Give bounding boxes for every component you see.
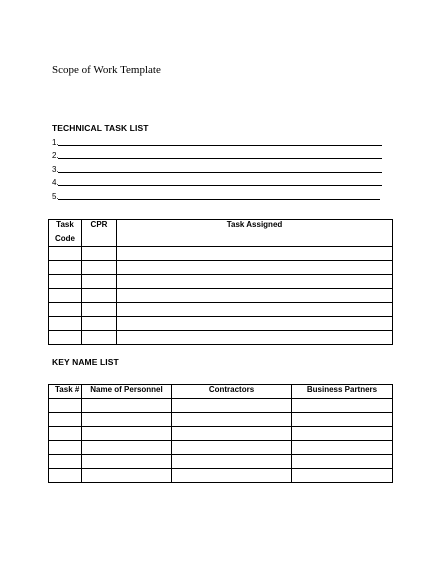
cell-task-number[interactable] [49, 427, 82, 441]
task-line-number: 2. [52, 151, 59, 160]
cell-cpr[interactable] [82, 261, 117, 275]
cell-task-code[interactable] [49, 331, 82, 345]
key-name-table [48, 384, 393, 483]
task-line-rule [58, 172, 382, 173]
cell-personnel[interactable] [82, 455, 172, 469]
cell-contractors[interactable] [172, 441, 292, 455]
cell-contractors[interactable] [172, 413, 292, 427]
cell-task-number[interactable] [49, 469, 82, 483]
cell-cpr[interactable] [82, 247, 117, 261]
cell-contractors[interactable] [172, 427, 292, 441]
header-cpr: CPR [82, 220, 117, 247]
header-task-code-line1: Task [56, 220, 74, 229]
cell-business-partners[interactable] [292, 399, 393, 413]
table-row [49, 469, 393, 483]
document-title: Scope of Work Template [52, 64, 161, 76]
cell-personnel[interactable] [82, 399, 172, 413]
cell-task-assigned[interactable] [117, 261, 393, 275]
key-name-list-heading: KEY NAME LIST [52, 357, 119, 367]
cell-cpr[interactable] [82, 275, 117, 289]
table-row [49, 413, 393, 427]
cell-task-number[interactable] [49, 413, 82, 427]
cell-contractors[interactable] [172, 399, 292, 413]
table-row [49, 261, 393, 275]
cell-personnel[interactable] [82, 427, 172, 441]
cell-task-code[interactable] [49, 303, 82, 317]
table-header-row [49, 220, 393, 247]
task-line-rule [58, 185, 382, 186]
table-header-row [49, 385, 393, 399]
cell-task-code[interactable] [49, 247, 82, 261]
table-row [49, 455, 393, 469]
cell-personnel[interactable] [82, 441, 172, 455]
table-row [49, 247, 393, 261]
table-row [49, 399, 393, 413]
header-task-code [49, 220, 82, 247]
task-line-5[interactable] [52, 191, 380, 201]
cell-cpr[interactable] [82, 317, 117, 331]
cell-task-code[interactable] [49, 261, 82, 275]
task-line-rule [58, 145, 382, 146]
task-line-number: 3. [52, 165, 59, 174]
cell-cpr[interactable] [82, 303, 117, 317]
cell-business-partners[interactable] [292, 441, 393, 455]
cell-task-assigned[interactable] [117, 317, 393, 331]
cell-cpr[interactable] [82, 331, 117, 345]
task-line-4[interactable] [52, 177, 382, 187]
task-line-2[interactable] [52, 150, 382, 160]
cell-business-partners[interactable] [292, 413, 393, 427]
cell-personnel[interactable] [82, 413, 172, 427]
cell-task-assigned[interactable] [117, 289, 393, 303]
header-contractors: Contractors [172, 385, 292, 399]
header-task-code-line2: Code [55, 234, 75, 243]
task-line-number: 5. [52, 192, 59, 201]
header-business-partners: Business Partners [292, 385, 393, 399]
cell-task-code[interactable] [49, 275, 82, 289]
cell-business-partners[interactable] [292, 469, 393, 483]
cell-task-assigned[interactable] [117, 247, 393, 261]
cell-task-assigned[interactable] [117, 275, 393, 289]
task-line-3[interactable] [52, 164, 382, 174]
table-row [49, 427, 393, 441]
task-line-number: 1. [52, 138, 59, 147]
cell-contractors[interactable] [172, 469, 292, 483]
cell-personnel[interactable] [82, 469, 172, 483]
task-line-rule [58, 158, 382, 159]
table-row [49, 441, 393, 455]
task-line-number: 4. [52, 178, 59, 187]
cell-contractors[interactable] [172, 455, 292, 469]
cell-cpr[interactable] [82, 289, 117, 303]
task-line-rule [58, 199, 380, 200]
table-row [49, 317, 393, 331]
cell-task-number[interactable] [49, 399, 82, 413]
header-task-assigned: Task Assigned [117, 220, 393, 247]
task-assignment-table [48, 219, 393, 345]
task-line-1[interactable] [52, 137, 382, 147]
header-name-of-personnel: Name of Personnel [82, 385, 172, 399]
cell-business-partners[interactable] [292, 427, 393, 441]
technical-task-list-heading: TECHNICAL TASK LIST [52, 123, 149, 133]
cell-business-partners[interactable] [292, 455, 393, 469]
cell-task-assigned[interactable] [117, 331, 393, 345]
cell-task-number[interactable] [49, 455, 82, 469]
header-task-number: Task # [49, 385, 82, 399]
table-row [49, 289, 393, 303]
table-row [49, 303, 393, 317]
cell-task-code[interactable] [49, 317, 82, 331]
cell-task-code[interactable] [49, 289, 82, 303]
table-row [49, 275, 393, 289]
cell-task-assigned[interactable] [117, 303, 393, 317]
table-row [49, 331, 393, 345]
cell-task-number[interactable] [49, 441, 82, 455]
